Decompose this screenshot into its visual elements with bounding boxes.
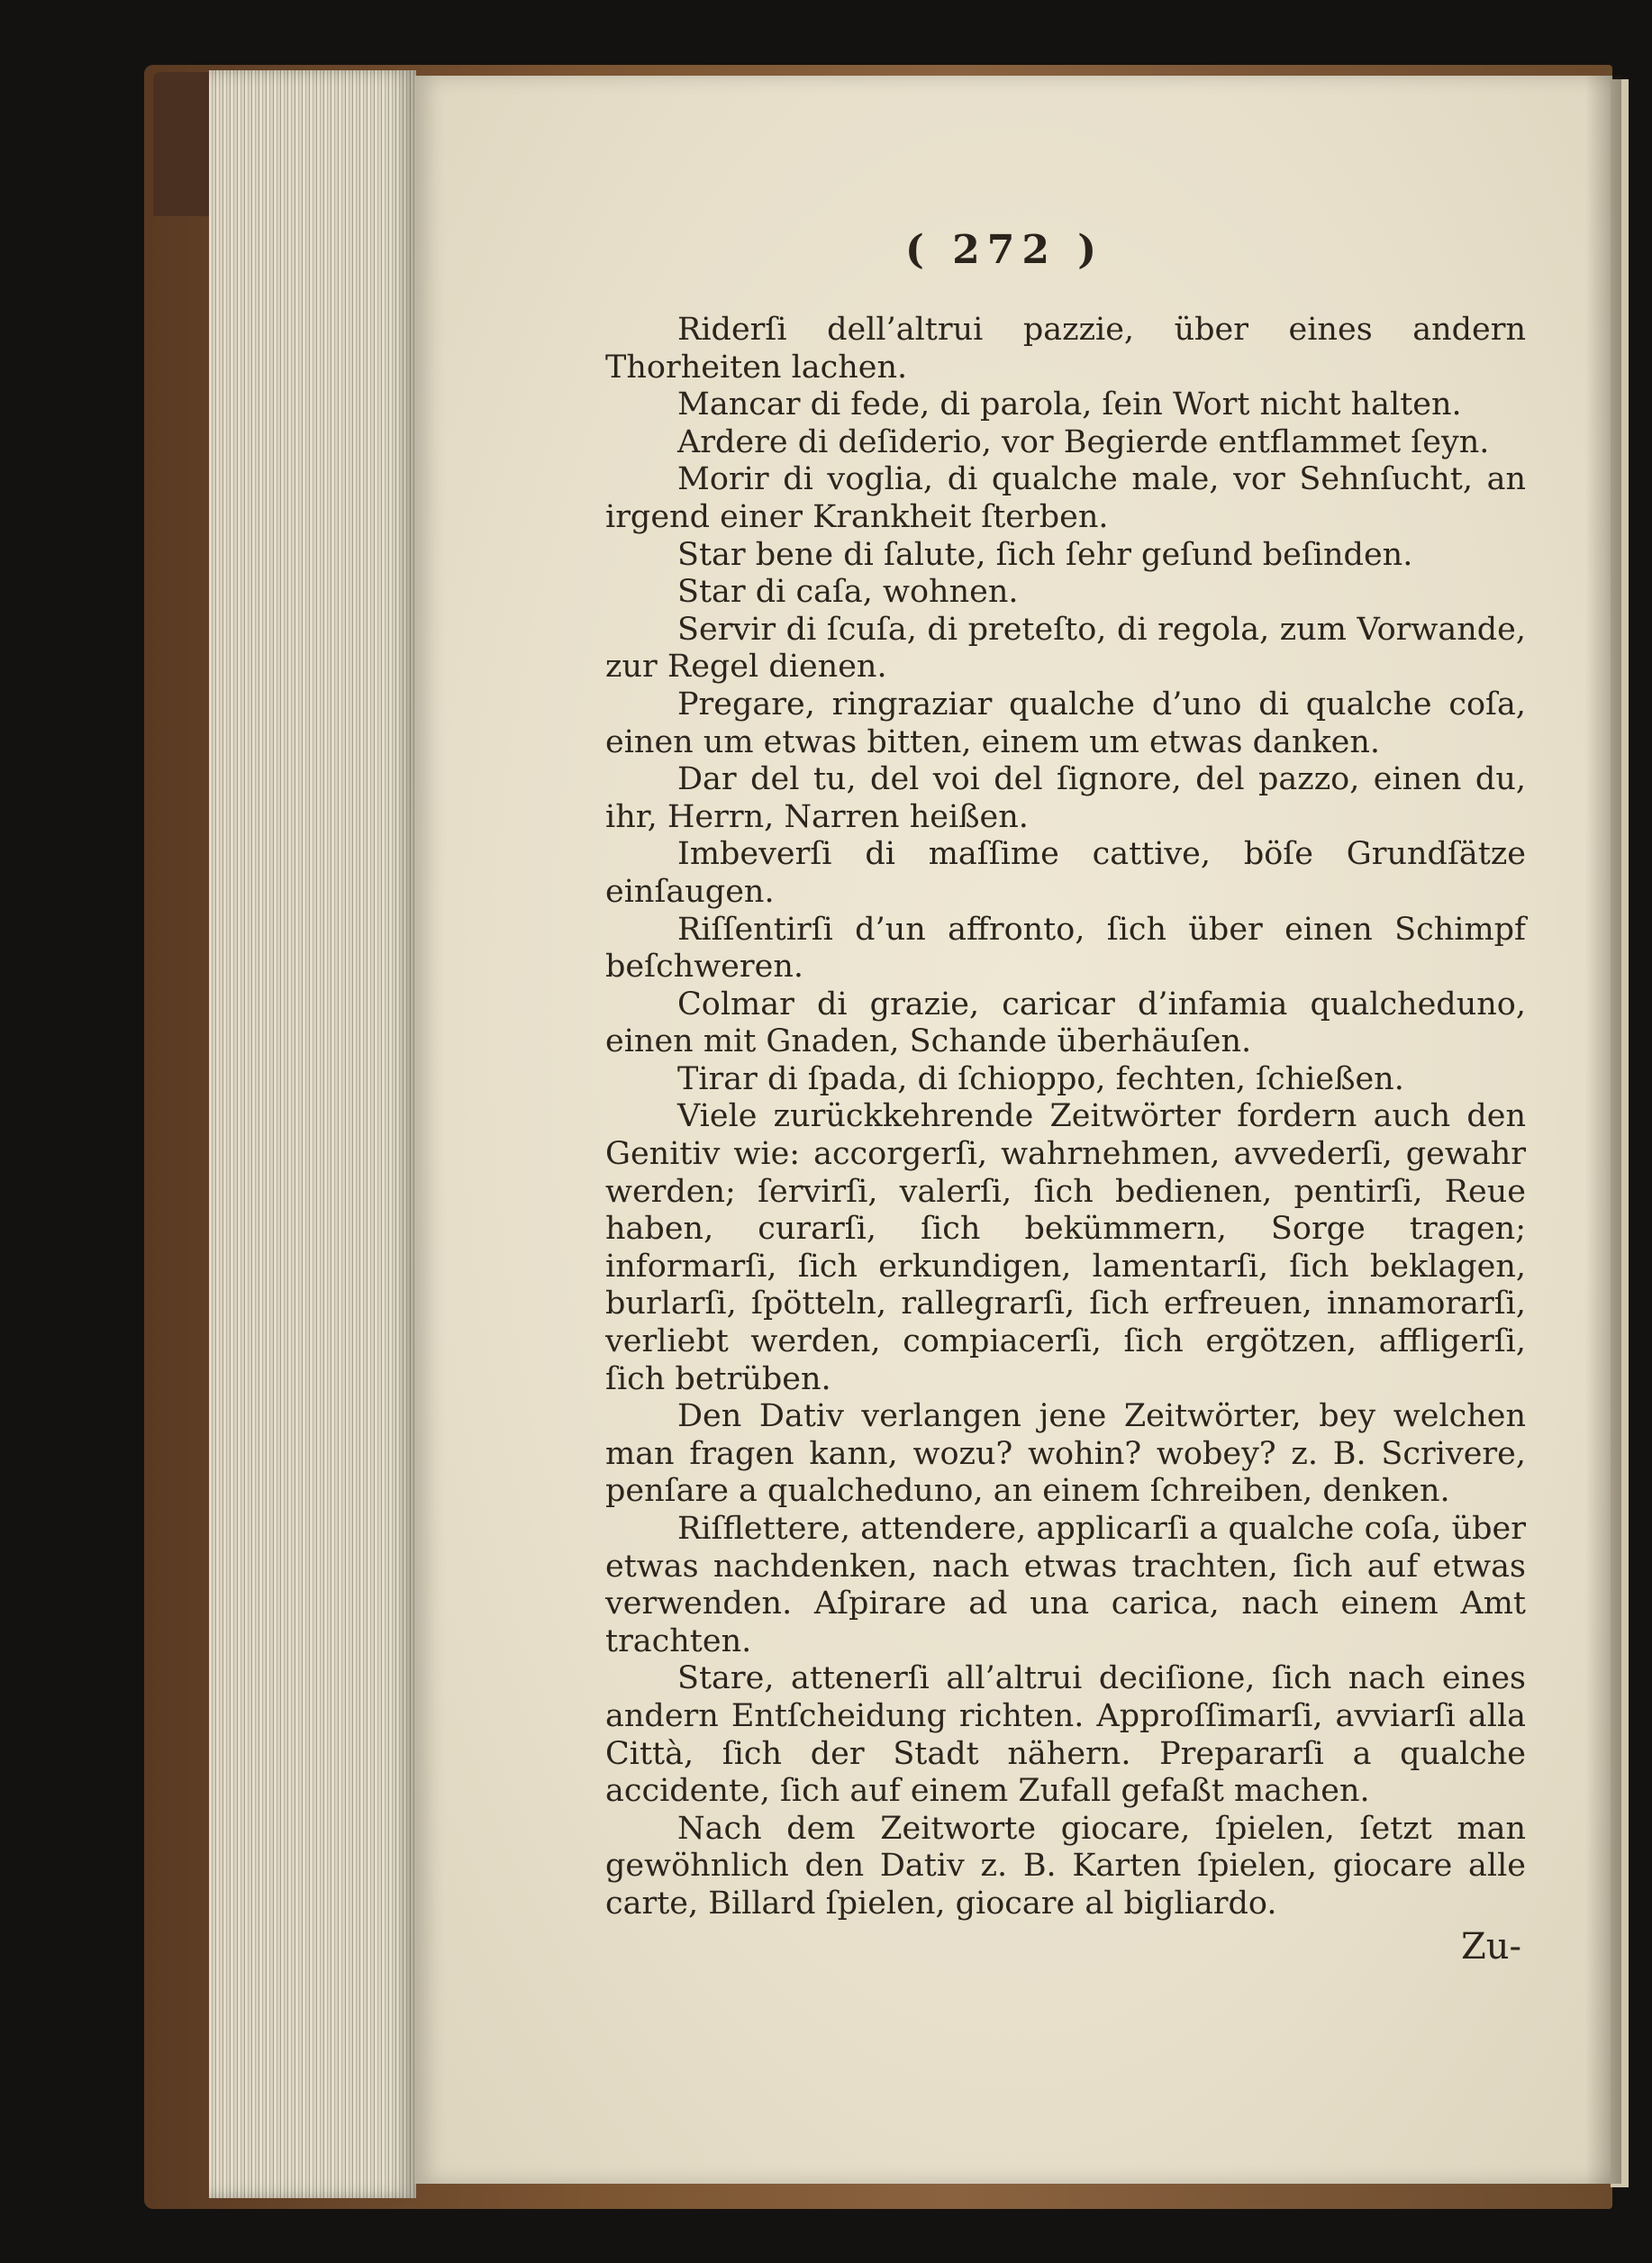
paragraph: Morir di voglia, di qualche male, vor Sehnſucht, an irgend einer Krankheit ſterben. — [605, 461, 1526, 535]
paragraph: Viele zurückkehrende Zeitwörter fordern auch den Genitiv wie: accorgerſi, wahrnehmen, avvederſi, gewahr werden; ſervirſi, valerſi, ſich bedienen, pentirſi, Reue haben, curarſi, ſich bekümmern, Sorge tragen; informarſi, ſich erkundigen, lamentarſi, ſich beklagen, burlarſi, ſpötteln, rallegrarſi, ſich erfreuen, innamorarſi, verliebt werden, compiacerſi, ſich ergötzen, affligerſi, ſich betrüben. — [605, 1098, 1526, 1397]
paragraph: Colmar di grazie, caricar d’infamia qualcheduno, einen mit Gnaden, Schande überhäuſen. — [605, 986, 1526, 1060]
paragraph: Ardere di deſiderio, vor Begierde entflammet ſeyn. — [677, 423, 1490, 460]
page-text — [605, 312, 1526, 1923]
page-number: ( 272 ) — [905, 227, 1104, 273]
paragraph: Riſflettere, attendere, applicarſi a qualche coſa, über etwas nachdenken, nach etwas trachten, ſich auf etwas verwenden. Aſpirare ad una carica, nach einem Amt trachten. — [605, 1511, 1526, 1659]
paragraph: Stare, attenerſi all’altrui deciſione, ſich nach eines andern Entſcheidung richten. Approſſimarſi, avviarſi alla Città, ſich der Stadt nähern. Prepararſi a qualche accidente, ſich auf einem Zufall gefaßt machen. — [605, 1660, 1526, 1810]
catchword: Zu- — [1461, 1926, 1522, 1968]
paragraph: Star di caſa, wohnen. — [677, 574, 1019, 611]
paragraph: Mancar di fede, di parola, ſein Wort nicht halten. — [677, 386, 1462, 423]
paragraph: Servir di ſcuſa, di preteſto, di regola, zum Vorwande, zur Regel dienen. — [605, 611, 1526, 686]
page-edges — [209, 70, 416, 2198]
paragraph: Tirar di ſpada, di ſchioppo, fechten, ſchießen. — [677, 1060, 1404, 1097]
paragraph: Imbeverſi di maſſime cattive, böſe Grundſätze einſaugen. — [605, 836, 1526, 910]
gutter-shadow — [1585, 76, 1621, 2184]
paragraph: Star bene di ſalute, ſich ſehr geſund beſinden. — [677, 536, 1413, 573]
paragraph: Riſſentirſi d’un affronto, ſich über einen Schimpf beſchweren. — [605, 911, 1526, 986]
paragraph: Den Dativ verlangen jene Zeitwörter, bey welchen man fragen kann, wozu? wohin? wobey? z. B. Scrivere, penſare a qualcheduno, an einem ſchreiben, denken. — [605, 1398, 1526, 1510]
paragraph: Pregare, ringraziar qualche d’uno di qualche coſa, einen um etwas bitten, einem um etwas danken. — [605, 686, 1526, 760]
paragraph: Riderſi dell’altrui pazzie, über eines andern Thorheiten lachen. — [605, 312, 1526, 386]
paragraph: Dar del tu, del voi del ſignore, del pazzo, einen du, ihr, Herrn, Narren heißen. — [605, 761, 1526, 835]
paragraph: Nach dem Zeitworte giocare, ſpielen, ſetzt man gewöhnlich den Dativ z. B. Karten ſpielen, giocare alle carte, Billard ſpielen, giocare al bigliardo. — [605, 1810, 1526, 1922]
